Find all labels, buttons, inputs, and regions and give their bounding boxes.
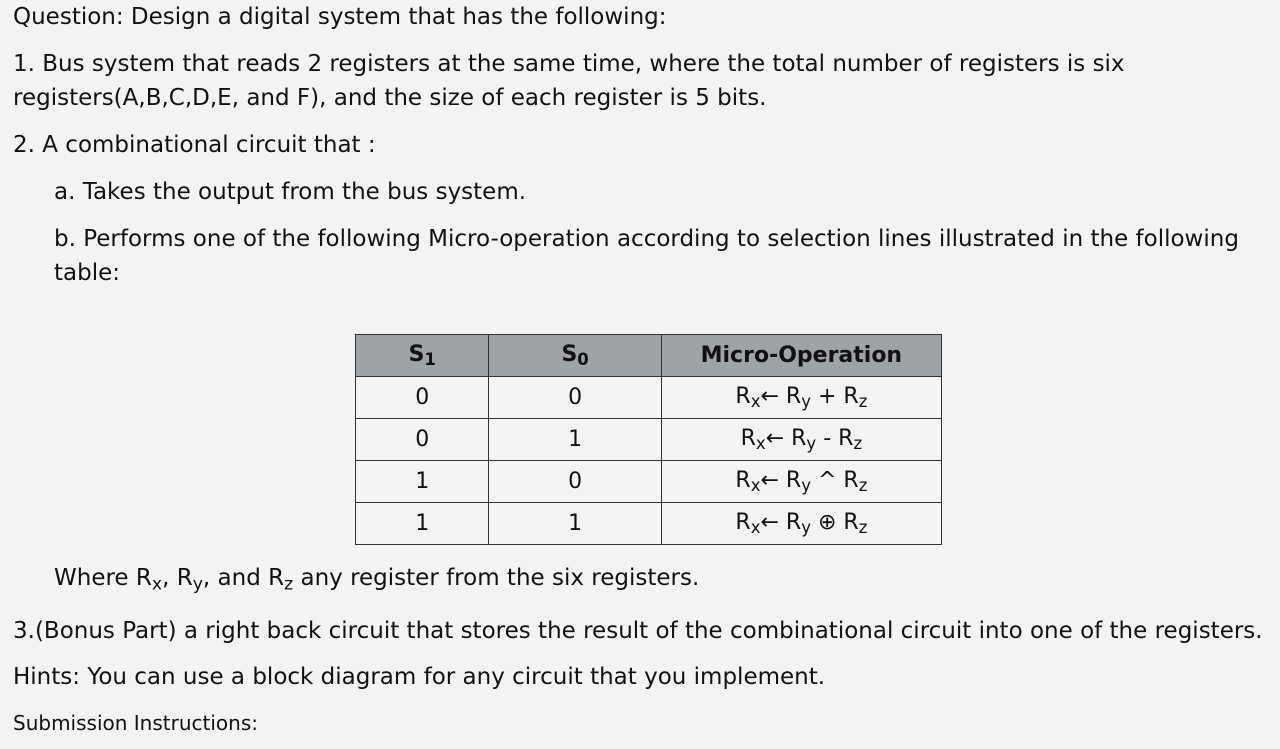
micro-operation-table	[355, 334, 942, 545]
item2-b-line2: table:	[54, 260, 121, 286]
cell-operation: $R_x\leftarrow$ $R_y$ ⊕ $R_z$	[661, 503, 941, 545]
cell-s1: 1	[356, 461, 489, 503]
item2-a: a. Takes the output from the bus system.	[54, 179, 527, 205]
header-s1: $S_1$	[356, 335, 489, 377]
cell-s1: 0	[356, 419, 489, 461]
item1-line1: 1. Bus system that reads 2 registers at the same time, where the total number of registers is six	[13, 51, 1125, 77]
header-micro-operation: Micro-Operation	[661, 335, 941, 377]
where-line: Where $R_x$, $R_y$, and $R_z$ any register from the six registers.	[54, 565, 700, 595]
item2-b-line1: b. Performs one of the following Micro-operation according to selection lines illustrated in the following	[54, 226, 1239, 252]
cell-s1: 0	[356, 377, 489, 419]
table-row	[356, 419, 942, 461]
item2-heading: 2. A combinational circuit that :	[13, 132, 376, 158]
table-row	[356, 377, 942, 419]
submission-instructions: Submission Instructions:	[13, 711, 258, 735]
cell-s0: 0	[489, 461, 661, 503]
item3-bonus: 3.(Bonus Part) a right back circuit that stores the result of the combinational circuit into one of the registers.	[13, 618, 1263, 644]
question-title: Question: Design a digital system that has the following:	[13, 4, 667, 30]
table-row	[356, 503, 942, 545]
cell-operation: $R_x\leftarrow$ $R_y - R_z$	[661, 419, 941, 461]
cell-s0: 1	[489, 503, 661, 545]
cell-operation: $R_x\leftarrow$ $R_y + R_z$	[661, 377, 941, 419]
cell-s0: 0	[489, 377, 661, 419]
table-header-row	[356, 335, 942, 377]
header-s0: $S_0$	[489, 335, 661, 377]
table-row	[356, 461, 942, 503]
cell-s1: 1	[356, 503, 489, 545]
item1-line2: registers(A,B,C,D,E, and F), and the size of each register is 5 bits.	[13, 85, 767, 111]
cell-operation: $R_x\leftarrow$ $R_y$ ^ $R_z$	[661, 461, 941, 503]
hints: Hints: You can use a block diagram for any circuit that you implement.	[13, 664, 826, 690]
cell-s0: 1	[489, 419, 661, 461]
